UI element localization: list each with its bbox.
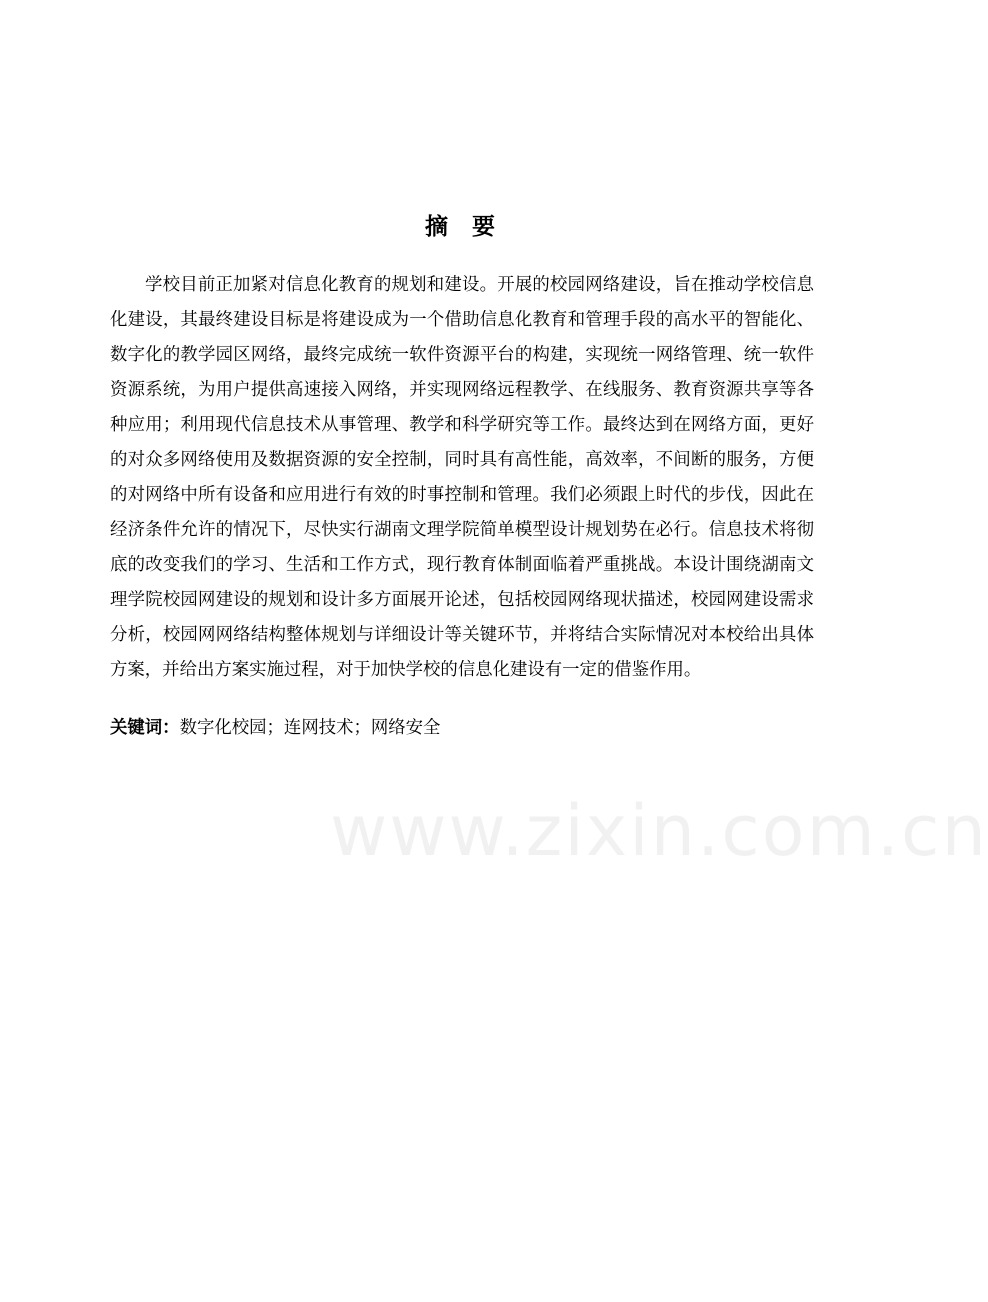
keywords-line <box>110 711 814 746</box>
abstract-title <box>0 207 920 247</box>
keywords-list: 数字化校园；连网技术；网络安全 <box>179 718 441 738</box>
title-char-2: 要 <box>472 214 495 240</box>
abstract-body: 学校目前正加紧对信息化教育的规划和建设。开展的校园网络建设，旨在推动学校信息化建设，其最终建设目标是将建设成为一个借助信息化教育和管理手段的高水平的智能化、数字化的教学园区网络，最终完成统一软件资源平台的构建，实现统一网络管理、统一软件资源系统，为用户提供高速接入网络，并实现网络远程教学、在线服务、教育资源共享等各种应用；利用现代信息技术从事管理、教学和科学研究等工作。最终达到在网络方面，更好的对众多网络使用及数据资源的安全控制，同时具有高性能，高效率，不间断的服务，方便的对网络中所有设备和应用进行有效的时事控制和管理。我们必须跟上时代的步伐，因此在经济条件允许的情况下，尽快实行湖南文理学院简单模型设计规划势在必行。信息技术将彻底的改变我们的学习、生活和工作方式，现行教育体制面临着严重挑战。本设计围绕湖南文理学院校园网建设的规划和设计多方面展开论述，包括校园网络现状描述，校园网建设需求分析，校园网网络结构整体规划与详细设计等关键环节，并将结合实际情况对本校给出具体方案，并给出方案实施过程，对于加快学校的信息化建设有一定的借鉴作用。 <box>110 275 814 680</box>
keywords-label: 关键词： <box>110 718 180 738</box>
watermark: www.zixin.com.cn <box>330 790 988 872</box>
title-char-1: 摘 <box>425 214 448 240</box>
